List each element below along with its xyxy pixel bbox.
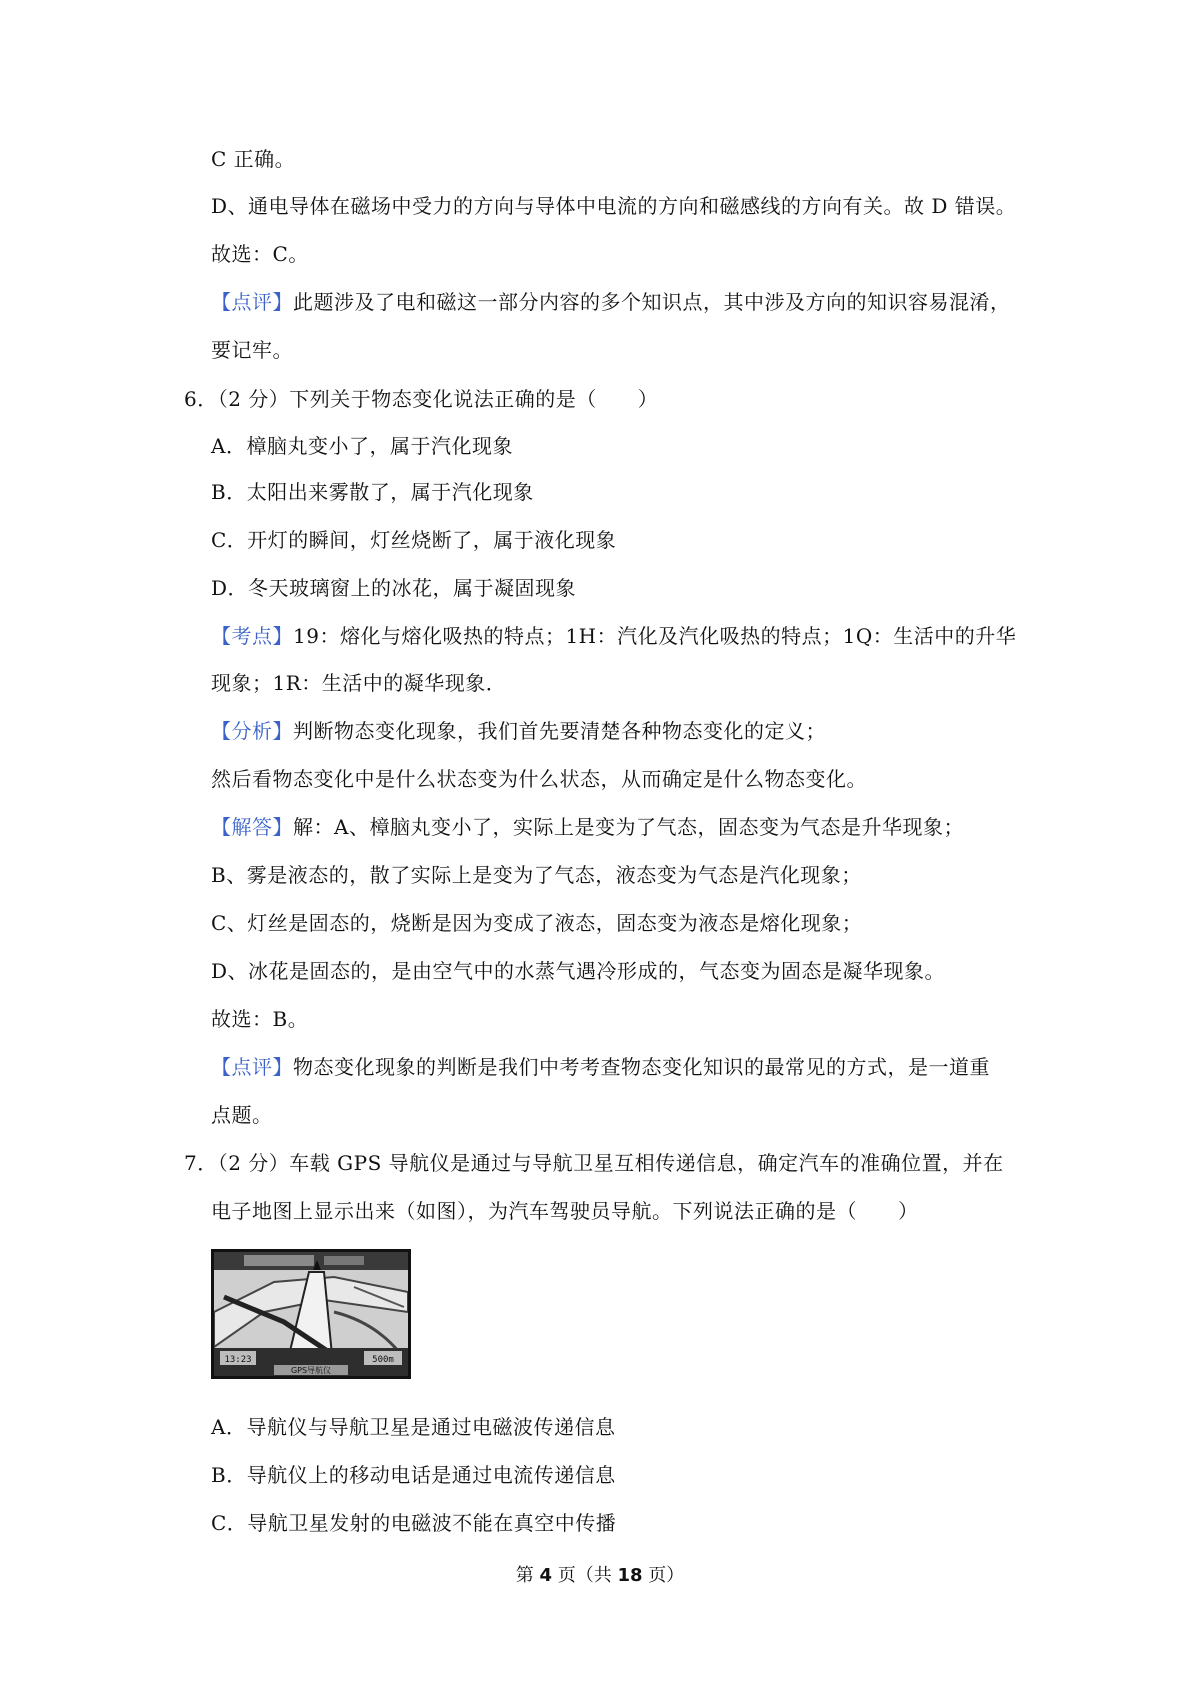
analysis-tag: 【分析】 (211, 719, 293, 743)
gps-navigator-image (211, 1249, 411, 1379)
option-a: A．导航仪与导航卫星是通过电磁波传递信息 (211, 1415, 616, 1439)
question-6-stem: 6．（2 分）下列关于物态变化说法正确的是（ ） (184, 387, 659, 411)
text-line: 【点评】物态变化现象的判断是我们中考考查物态变化知识的最常见的方式，是一道重 (211, 1055, 990, 1079)
text-line: 【点评】此题涉及了电和磁这一部分内容的多个知识点，其中涉及方向的知识容易混淆， (211, 290, 1011, 314)
text-line: C 正确。 (211, 147, 296, 171)
text-line: B、雾是液态的，散了实际上是变为了气态，液态变为气态是汽化现象； (211, 863, 862, 887)
text-line: 【解答】解：A、樟脑丸变小了，实际上是变为了气态，固态变为气态是升华现象； (211, 815, 964, 839)
text-line: C、灯丝是固态的，烧断是因为变成了液态，固态变为液态是熔化现象； (211, 911, 863, 935)
text-line: 【考点】19：熔化与熔化吸热的特点；1H：汽化及汽化吸热的特点；1Q：生活中的升华 (211, 624, 1017, 648)
text-line: 故选：C。 (211, 242, 309, 266)
time-readout: 13:23 (224, 1355, 252, 1365)
option-a: A．樟脑丸变小了，属于汽化现象 (211, 434, 513, 458)
answer-tag: 【解答】 (211, 815, 293, 839)
text-line: 然后看物态变化中是什么状态变为什么状态，从而确定是什么物态变化。 (211, 767, 867, 791)
option-c: C．导航卫星发射的电磁波不能在真空中传播 (211, 1511, 617, 1535)
text-line: 【分析】判断物态变化现象，我们首先要清楚各种物态变化的定义； (211, 719, 826, 743)
knowledge-point-tag: 【考点】 (211, 624, 293, 648)
text-line: 要记牢。 (211, 338, 293, 362)
distance-readout: 500m (372, 1355, 394, 1365)
total-pages: 18 (617, 1565, 643, 1586)
text-line: D、通电导体在磁场中受力的方向与导体中电流的方向和磁感线的方向有关。故 D 错误。 (211, 194, 1017, 218)
text-line: 现象；1R：生活中的凝华现象． (211, 671, 507, 695)
question-7-stem: 7．（2 分）车载 GPS 导航仪是通过与导航卫星互相传递信息，确定汽车的准确位置，并在 (184, 1151, 1004, 1175)
option-b: B．导航仪上的移动电话是通过电流传递信息 (211, 1463, 616, 1487)
option-d: D．冬天玻璃窗上的冰花，属于凝固现象 (211, 576, 577, 600)
page-footer: 第 4 页（共 18 页） (515, 1565, 685, 1586)
comment-tag: 【点评】 (211, 1055, 293, 1079)
image-caption-strip: GPS导航仪 (290, 1366, 332, 1375)
text-line: 点题。 (211, 1103, 273, 1127)
option-b: B．太阳出来雾散了，属于汽化现象 (211, 480, 534, 504)
option-c: C．开灯的瞬间，灯丝烧断了，属于液化现象 (211, 528, 617, 552)
gps-map-illustration (214, 1252, 408, 1376)
text-line: 故选：B。 (211, 1007, 309, 1031)
text-line: 电子地图上显示出来（如图），为汽车驾驶员导航。下列说法正确的是（ ） (211, 1199, 919, 1223)
comment-tag: 【点评】 (211, 290, 293, 314)
page-number: 4 (539, 1565, 552, 1586)
text-line: D、冰花是固态的，是由空气中的水蒸气遇冷形成的，气态变为固态是凝华现象。 (211, 959, 946, 983)
